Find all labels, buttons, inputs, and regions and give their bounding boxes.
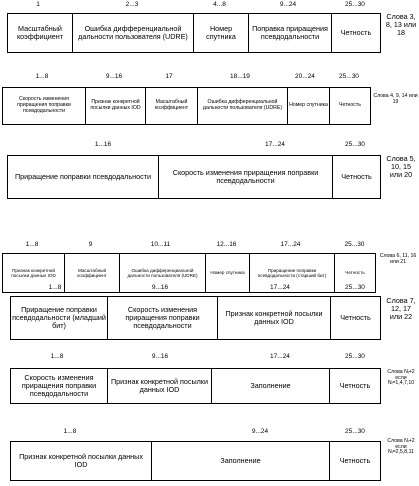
- word-block-2: [0, 72, 419, 132]
- bit-range-label: 25...30: [339, 73, 359, 80]
- word-numbers-label: Слова 7, 12, 17 или 22: [386, 296, 416, 321]
- word-numbers-label: Слова Nᵢ+2 если Nᵢ=2,5,8,11: [387, 438, 415, 456]
- bit-range-label: 1...8: [35, 73, 49, 80]
- word-block-5: [0, 283, 419, 343]
- field-cell: Номер спутника: [205, 254, 249, 292]
- field-cell: Четность: [330, 297, 380, 339]
- word-field-row: [7, 155, 381, 199]
- word-block-1: [0, 0, 419, 60]
- bit-range-label: 1: [36, 1, 40, 8]
- field-cell: Скорость изменения приращения поправки псевдодальности: [21, 372, 97, 399]
- word-numbers-label: Слова 5, 10, 15 или 20: [386, 154, 416, 179]
- word-numbers-label: Слова Nᵢ+2 если Nᵢ=1,4,7,10: [387, 369, 415, 387]
- field-cell: Номер спутника: [287, 88, 329, 124]
- bit-range-label: 1...8: [48, 284, 62, 291]
- bit-range-label: 20...24: [295, 73, 315, 80]
- word-block-7: [0, 427, 419, 486]
- bit-range-label: 9: [88, 241, 93, 248]
- field-cell: Ошибка дифференциальной дальности пользователя (UDRE): [197, 88, 287, 124]
- bit-range-label: 25...30: [345, 141, 365, 148]
- word-field-row: [7, 13, 381, 53]
- bit-range-label: 25...30: [345, 428, 365, 435]
- field-cell: Приращение поправки псевдодальности (старший бит): [249, 254, 334, 292]
- word-block-3: [0, 140, 419, 210]
- word-numbers-label: Слова 3, 8, 13 или 18: [385, 12, 417, 37]
- bit-range-label: 25...30: [345, 353, 365, 360]
- field-cell: Четность: [329, 88, 370, 124]
- field-cell: Ошибка дифференциальной дальности пользователя (UDRE): [119, 254, 205, 292]
- field-cell: Масштабный коэффициент: [145, 88, 197, 124]
- word-block-6: [0, 352, 419, 408]
- field-cell: Признак конкретной посылки данных IOD: [217, 297, 330, 339]
- field-cell: Приращение поправки псевдодальности (младший бит): [12, 304, 106, 331]
- field-cell: Признак конкретной посылки данных IOD: [11, 267, 56, 278]
- field-cell: Масштабный коэффициент: [64, 254, 119, 292]
- bit-range-label: 1...16: [94, 141, 112, 148]
- field-cell: Масштабный коэффициент: [16, 23, 64, 41]
- bit-range-label: 17...24: [265, 141, 285, 148]
- word-field-row: [2, 87, 371, 125]
- bit-range-label: 9...16: [151, 284, 169, 291]
- word-numbers-label: Слова 6, 11, 16 или 21: [379, 253, 417, 265]
- field-cell: Заполнение: [151, 442, 329, 480]
- word-field-row: [10, 368, 381, 404]
- field-cell: Четность: [329, 442, 380, 480]
- bit-range-label: 4...8: [213, 1, 226, 8]
- field-cell: Заполнение: [211, 369, 329, 403]
- bit-range-label: 9...16: [105, 73, 123, 80]
- bit-range-label: 9...24: [279, 1, 297, 8]
- field-cell: Скорость изменения приращения поправки псевдодальности: [17, 96, 71, 114]
- bit-range-label: 18...19: [230, 73, 250, 80]
- bit-range-label: 25...30: [345, 1, 365, 8]
- field-cell: Скорость изменения приращения поправки псевдодальности: [107, 297, 217, 339]
- bit-range-label: 17...24: [280, 241, 301, 248]
- field-cell: Признак конкретной посылки данных IOD: [19, 451, 143, 469]
- bit-range-label: 9...16: [151, 353, 169, 360]
- field-cell: Поправка приращения псевдодальности: [248, 14, 331, 52]
- field-cell: Четность: [329, 369, 380, 403]
- field-cell: Скорость изменения приращения поправки псевдодальности: [158, 156, 332, 198]
- bit-range-label: 10...11: [150, 241, 171, 248]
- bit-range-label: 1...8: [25, 241, 39, 248]
- bit-range-label: 1...8: [50, 353, 64, 360]
- bit-range-label: 25...30: [344, 241, 365, 248]
- field-cell: Признак конкретной посылки данных IOD: [85, 88, 145, 124]
- bit-range-label: 1...8: [63, 428, 77, 435]
- field-cell: Приращение поправки псевдодальности: [15, 171, 151, 181]
- bit-range-label: 2...3: [125, 1, 139, 8]
- field-cell: Четность: [334, 254, 375, 292]
- field-cell: Ошибка дифференциальной дальности пользователя (UDRE): [72, 14, 193, 52]
- bit-range-label: 25...30: [345, 284, 365, 291]
- bit-range-label: 17...24: [270, 284, 290, 291]
- bit-range-label: 17: [165, 73, 173, 80]
- field-cell: Номер спутника: [193, 14, 248, 52]
- field-cell: Признак конкретной посылки данных IOD: [107, 369, 211, 403]
- field-cell: Четность: [331, 14, 380, 52]
- field-cell: Четность: [332, 156, 380, 198]
- word-field-row: [10, 441, 381, 481]
- bit-range-label: 17...24: [270, 353, 290, 360]
- bit-range-label: 12...16: [216, 241, 237, 248]
- word-numbers-label: Слова 4, 9, 14 или 19: [373, 93, 418, 105]
- word-field-row: [10, 296, 381, 340]
- bit-range-label: 9...24: [251, 428, 269, 435]
